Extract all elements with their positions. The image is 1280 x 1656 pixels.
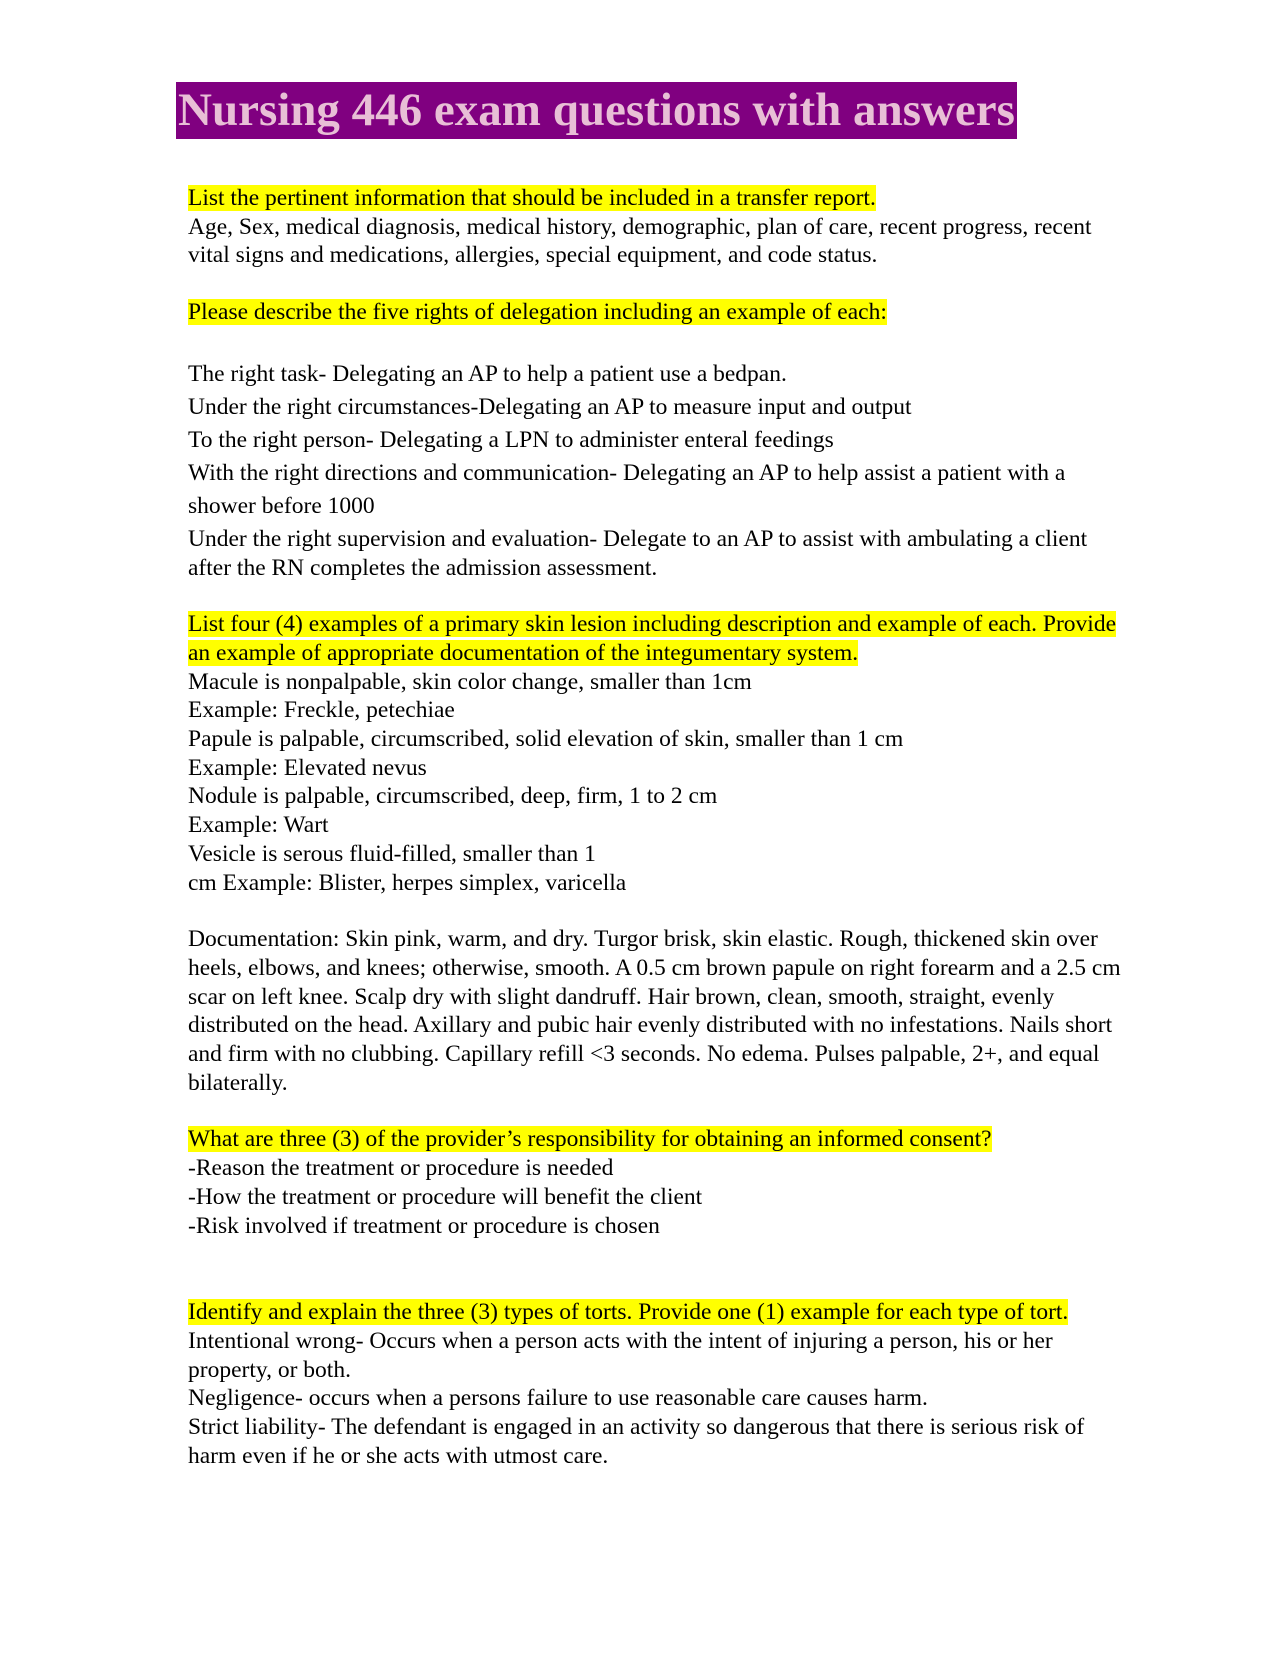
- answer-line: Example: Freckle, petechiae: [188, 697, 455, 724]
- section-informed-consent: [188, 1125, 1188, 1240]
- question-torts: Identify and explain the three (3) types of torts. Provide one (1) example for each type of tort.: [188, 1299, 1069, 1326]
- section-skin-lesions: [188, 610, 1188, 897]
- answer-line: The right task- Delegating an AP to help a patient use a bedpan.: [188, 360, 787, 387]
- answer-line: To the right person- Delegating a LPN to administer enteral feedings: [188, 426, 834, 453]
- answer-line: property, or both.: [188, 1356, 351, 1383]
- section-documentation: [188, 925, 1188, 1097]
- answer-line: -Risk involved if treatment or procedure is chosen: [188, 1212, 660, 1239]
- question-skin-lesions-line-1: List four (4) examples of a primary skin lesion including description and example of each. Provide: [188, 611, 1116, 638]
- documentation-line: and firm with no clubbing. Capillary refill <3 seconds. No edema. Pulses palpable, 2+, and equal: [188, 1041, 1100, 1068]
- answer-line: Age, Sex, medical diagnosis, medical history, demographic, plan of care, recent progress, recent: [188, 213, 1092, 240]
- answer-line: Under the right circumstances-Delegating an AP to measure input and output: [188, 393, 912, 420]
- answer-line: Under the right supervision and evaluation- Delegate to an AP to assist with ambulating a client: [188, 525, 1088, 552]
- question-delegation: Please describe the five rights of delegation including an example of each:: [188, 299, 887, 326]
- document-title: Nursing 446 exam questions with answers: [176, 82, 1017, 139]
- answer-line: With the right directions and communication- Delegating an AP to help assist a patient with a: [188, 459, 1066, 486]
- answer-line: Nodule is palpable, circumscribed, deep, firm, 1 to 2 cm: [188, 783, 718, 810]
- answer-line: cm Example: Blister, herpes simplex, varicella: [188, 869, 627, 896]
- answer-line: Macule is nonpalpable, skin color change, smaller than 1cm: [188, 668, 752, 695]
- answer-line: Strict liability- The defendant is engaged in an activity so dangerous that there is serious risk of: [188, 1414, 1085, 1441]
- documentation-line: heels, elbows, and knees; otherwise, smooth. A 0.5 cm brown papule on right forearm and a 2.5 cm: [188, 954, 1121, 981]
- question-informed-consent: What are three (3) of the provider’s responsibility for obtaining an informed consent?: [188, 1126, 992, 1153]
- answer-line: harm even if he or she acts with utmost care.: [188, 1442, 609, 1469]
- documentation-line: bilaterally.: [188, 1069, 288, 1096]
- answer-line: Papule is palpable, circumscribed, solid elevation of skin, smaller than 1 cm: [188, 726, 904, 753]
- section-delegation: [188, 298, 1188, 582]
- documentation-line: distributed on the head. Axillary and pubic hair evenly distributed with no infestations. Nails short: [188, 1012, 1113, 1039]
- answer-line: shower before 1000: [188, 492, 375, 519]
- answer-line: Example: Elevated nevus: [188, 754, 427, 781]
- answer-line: after the RN completes the admission assessment.: [188, 554, 658, 581]
- answer-line: Intentional wrong- Occurs when a person acts with the intent of injuring a person, his or her: [188, 1327, 1053, 1354]
- answer-line: vital signs and medications, allergies, special equipment, and code status.: [188, 242, 878, 269]
- answer-line: -Reason the treatment or procedure is needed: [188, 1155, 614, 1182]
- section-transfer-report: [188, 184, 1188, 270]
- answer-line: -How the treatment or procedure will benefit the client: [188, 1183, 703, 1210]
- documentation-line: scar on left knee. Scalp dry with slight dandruff. Hair brown, clean, smooth, straight, evenly: [188, 983, 1055, 1010]
- question-skin-lesions-line-2: an example of appropriate documentation of the integumentary system.: [188, 639, 859, 666]
- section-torts: [188, 1298, 1188, 1470]
- documentation-line: Documentation: Skin pink, warm, and dry. Turgor brisk, skin elastic. Rough, thickened skin over: [188, 926, 1098, 953]
- answer-line: Negligence- occurs when a persons failure to use reasonable care causes harm.: [188, 1385, 928, 1412]
- answer-line: Example: Wart: [188, 812, 329, 839]
- answer-line: Vesicle is serous fluid-filled, smaller than 1: [188, 840, 596, 867]
- question-transfer-report: List the pertinent information that should be included in a transfer report.: [188, 185, 876, 211]
- document-body: [188, 184, 1188, 1471]
